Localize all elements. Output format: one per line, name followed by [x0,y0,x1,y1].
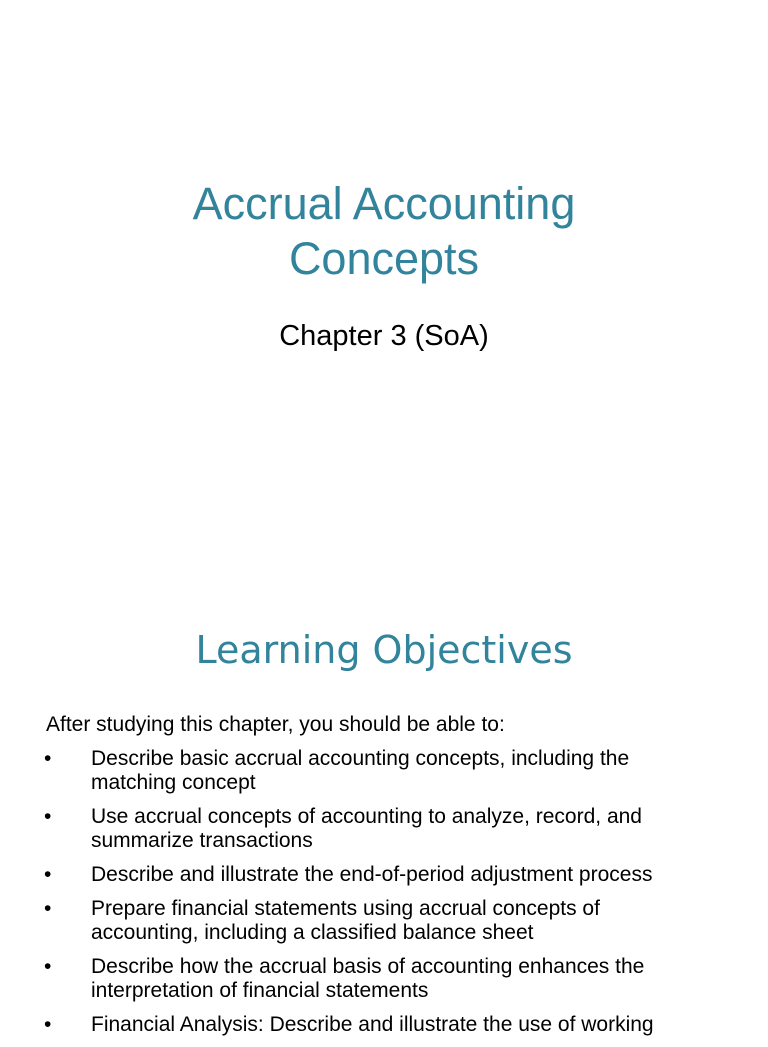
slide-title-line-2: Concepts [288,233,480,284]
list-item [0,1013,768,1037]
list-item-text: Describe how the accrual basis of accounting enhances the interpretation of financial statements [91,955,645,1002]
list-item [0,955,768,1003]
list-item [0,897,768,945]
slide-title [0,176,768,286]
list-item [0,805,768,853]
list-item-text: Describe and illustrate the end-of-period adjustment process [91,863,653,886]
learning-objectives-slide [0,576,768,1036]
bullet-icon: • [44,863,52,886]
objectives-intro: After studying this chapter, you should be able to: [46,713,505,736]
bullet-icon: • [44,747,52,770]
objectives-title: Learning Objectives [195,628,573,672]
bullet-icon: • [44,955,52,978]
objectives-list [0,747,768,1047]
slide-subtitle: Chapter 3 (SoA) [279,320,489,352]
list-item-text: Describe basic accrual accounting concepts, including the matching concept [91,747,630,794]
bullet-icon: • [44,897,52,920]
list-item [0,747,768,795]
bullet-icon: • [44,805,52,828]
list-item-text: Prepare financial statements using accrual concepts of accounting, including a classified balance sheet [91,897,600,944]
list-item-text: Financial Analysis: Describe and illustrate the use of working [91,1013,654,1036]
list-item [0,863,768,887]
bullet-icon: • [44,1013,52,1036]
list-item-text: Use accrual concepts of accounting to analyze, record, and summarize transactions [91,805,642,852]
slide-title-line-1: Accrual Accounting [192,178,576,229]
